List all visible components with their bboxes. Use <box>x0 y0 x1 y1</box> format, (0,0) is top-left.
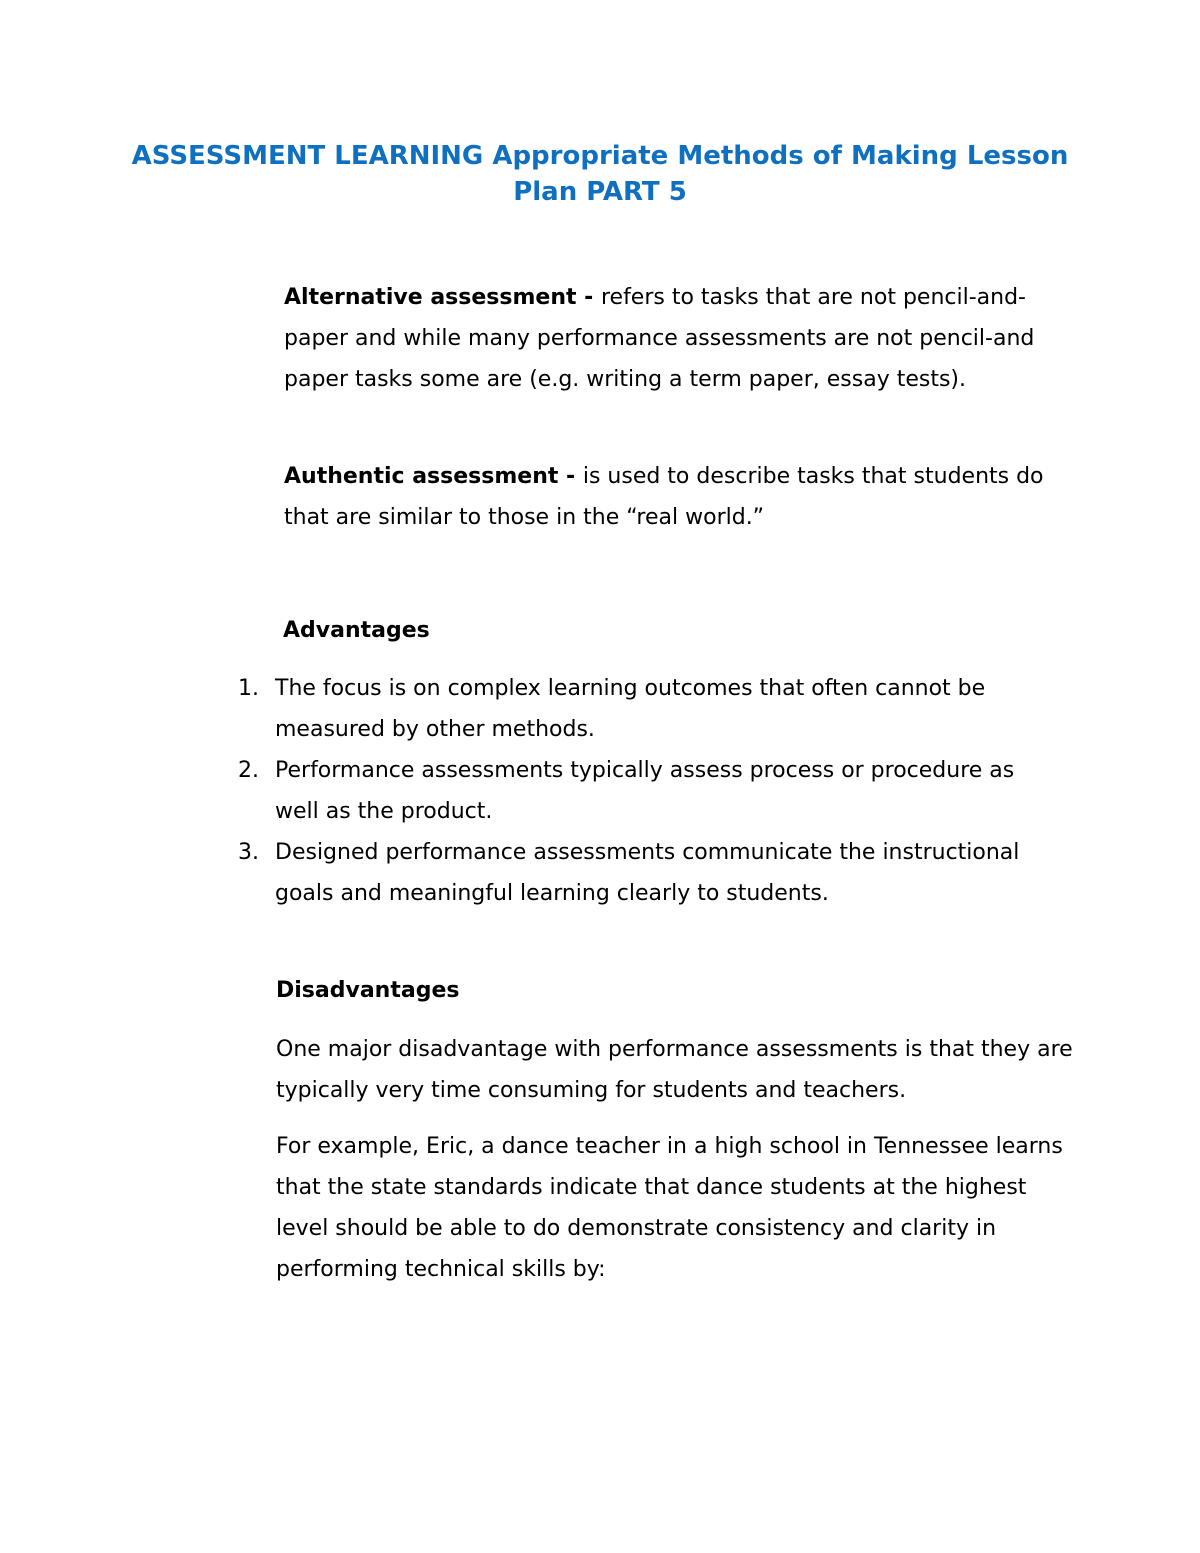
list-item-number: 3. <box>238 840 259 865</box>
definition-separator: - <box>558 464 583 489</box>
definition-separator: - <box>576 285 601 310</box>
disadvantages-heading: Disadvantages <box>276 978 460 1003</box>
definition-text: refers to tasks that are not pencil-and-paper and while many performance assessments are not pencil-and paper tasks some are (e.g. writing a term paper, essay tests). <box>284 285 1035 392</box>
list-item <box>238 832 1058 914</box>
advantages-heading: Advantages <box>283 618 430 643</box>
advantages-list <box>238 668 1058 914</box>
list-item <box>238 750 1058 832</box>
list-item-number: 1. <box>238 676 259 701</box>
example-paragraph: For example, Eric, a dance teacher in a high school in Tennessee learns that the state standards indicate that dance students at the highest level should be able to do demonstrate consistency and clarity in performing technical skills by: <box>276 1134 1063 1282</box>
list-item <box>238 668 1058 750</box>
disadvantages-paragraph: One major disadvantage with performance assessments is that they are typically very time consuming for students and teachers. <box>276 1037 1073 1103</box>
page-title: ASSESSMENT LEARNING Appropriate Methods of Making Lesson Plan PART 5 <box>131 141 1069 207</box>
definition-authentic-assessment <box>284 456 1074 538</box>
list-item-text: Designed performance assessments communicate the instructional goals and meaningful learning clearly to students. <box>275 840 1020 906</box>
definition-term: Authentic assessment <box>284 464 559 489</box>
list-item-text: Performance assessments typically assess process or procedure as well as the product. <box>275 758 1015 824</box>
definition-alternative-assessment <box>284 277 1074 400</box>
definition-text: is used to describe tasks that students do that are similar to those in the “real world.” <box>284 464 1044 530</box>
list-item-number: 2. <box>238 758 259 783</box>
definition-term: Alternative assessment <box>284 285 577 310</box>
list-item-text: The focus is on complex learning outcomes that often cannot be measured by other methods. <box>275 676 986 742</box>
